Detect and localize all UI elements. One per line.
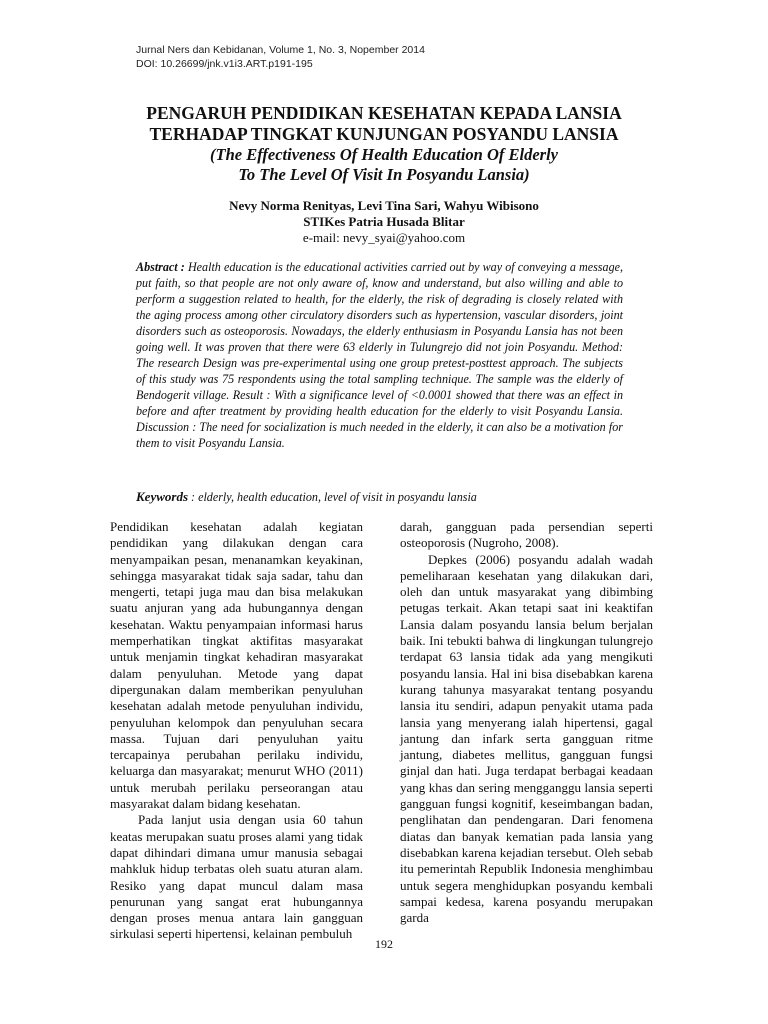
paragraph: darah, gangguan pada persendian seperti osteoporosis (Nugroho, 2008).: [400, 519, 653, 551]
title-line-1: PENGARUH PENDIDIKAN KESEHATAN KEPADA LANSIA: [146, 103, 622, 123]
paper-title: [0, 103, 768, 185]
abstract: [136, 259, 623, 451]
paragraph: Pendidikan kesehatan adalah kegiatan pendidikan yang dilakukan dengan cara menyampaikan pesan, menanamkan keyakinan, sehingga masyarakat tidak saja sadar, tahu dan mengerti, tetapi juga mau dan bisa melakukan suatu anjuran yang ada hubungannya dengan kesehatan. Waktu penyampaian informasi harus memperhatikan tingkat aktifitas masyarakat untuk menjamin tingkat kehadiran masyarakat dalam penyuluhan. Metode yang dapat dipergunakan dalam memberikan penyuluhan kesehatan adalah metode penyuluhan individu, penyuluhan kelompok dan penyuluhan secara massa. Tujuan dari penyuluhan yaitu tercapainya perubahan perilaku individu, keluarga dan masyarakat; menurut WHO (2011) untuk merubah perilaku perseorangan atau masyarakat dalam bidang kesehatan.: [110, 519, 363, 812]
paragraph: Pada lanjut usia dengan usia 60 tahun keatas merupakan suatu proses alami yang tidak dapat dihindari dimana umur manusia sebagai mahkluk hidup terbatas oleh suatu aturan alam. Resiko yang dapat muncul dalam masa penurunan yang sangat erat hubungannya dengan proses menua antara lain gangguan sirkulasi seperti hipertensi, kelainan pembuluh: [110, 812, 363, 942]
abstract-text: Health education is the educational activities carried out by way of conveying a message, put faith, so that people are not only aware of, know and understand, but also willing and able to perform a suggestion related to health, for the elderly, the risk of degrading is closely related with the aging process among other circulatory disorders such as hypertension, vascular disorders, joint disorders such as osteoporosis. Nowadays, the elderly enthusiasm in Posyandu Lansia has not been going well. It was proven that there were 63 elderly in Tulungrejo did not join Posyandu. Method: The research Design was pre-experimental using one group pretest-posttest approach. The subjects of this study was 75 respondents using the total sampling technique. The sample was the elderly of Bendogerit village. Result : With a significance level of <0.0001 showed that there was an effect in before and after treatment by providing health education for the elderly to visit Posyandu Lansia. Discussion : The need for socialization is much needed in the elderly, it can also be a motivation for them to visit Posyandu Lansia.: [136, 260, 624, 450]
english-title-line-1: (The Effectiveness Of Health Education Of Elderly: [210, 145, 558, 164]
journal-citation: Jurnal Ners dan Kebidanan, Volume 1, No. 3, Nopember 2014: [136, 44, 425, 56]
english-title-line-2: To The Level Of Visit In Posyandu Lansia): [238, 165, 530, 184]
author-block: [0, 198, 768, 246]
page-number: 192: [375, 937, 393, 951]
abstract-label: Abstract :: [136, 260, 185, 274]
affiliation: STIKes Patria Husada Blitar: [303, 214, 465, 229]
keywords-label: Keywords: [136, 489, 188, 504]
keywords-text: : elderly, health education, level of visit in posyandu lansia: [191, 490, 477, 504]
doi: DOI: 10.26699/jnk.v1i3.ART.p191-195: [136, 58, 313, 70]
keywords: [136, 489, 636, 505]
right-column: [400, 519, 653, 926]
author-names: Nevy Norma Renityas, Levi Tina Sari, Wahyu Wibisono: [229, 198, 539, 213]
journal-header: [136, 43, 425, 71]
left-column: [110, 519, 363, 943]
title-line-2: TERHADAP TINGKAT KUNJUNGAN POSYANDU LANSIA: [149, 124, 619, 144]
paragraph: Depkes (2006) posyandu adalah wadah pemeliharaan kesehatan yang dilakukan dari, oleh dan untuk masyarakat yang dibimbing petugas terkait. Akan tetapi saat ini keaktifan Lansia dalam posyandu lansia belum berjalan baik. Ini tebukti bahwa di lingkungan tulungrejo terdapat 63 lansia tidak ada yang mengikuti posyandu lansia. Hal ini bisa disebabkan karena kurang tahunya masyarakat tentang posyandu lansia itu sendiri, adapun penyakit utama pada lansia yang menyerang ialah hipertensi, gagal jantung dan infark serta gangguan ritme jantung, diabetes mellitus, gangguan fungsi ginjal dan hati. Juga terdapat berbagai keadaan yang khas dan sering mengganggu lansia seperti gangguan fungsi kognitif, keseimbangan badan, penglihatan dan pendengaran. Dari fenomena diatas dan banyak kematian pada lansia yang disebabkan karena kejadian tersebut. Oleh sebab itu pemerintah Republik Indonesia menghimbau untuk segera menghidupkan posyandu kembali sampai kedesa, karena posyandu merupakan garda: [400, 551, 653, 926]
email: e-mail: nevy_syai@yahoo.com: [302, 230, 466, 245]
